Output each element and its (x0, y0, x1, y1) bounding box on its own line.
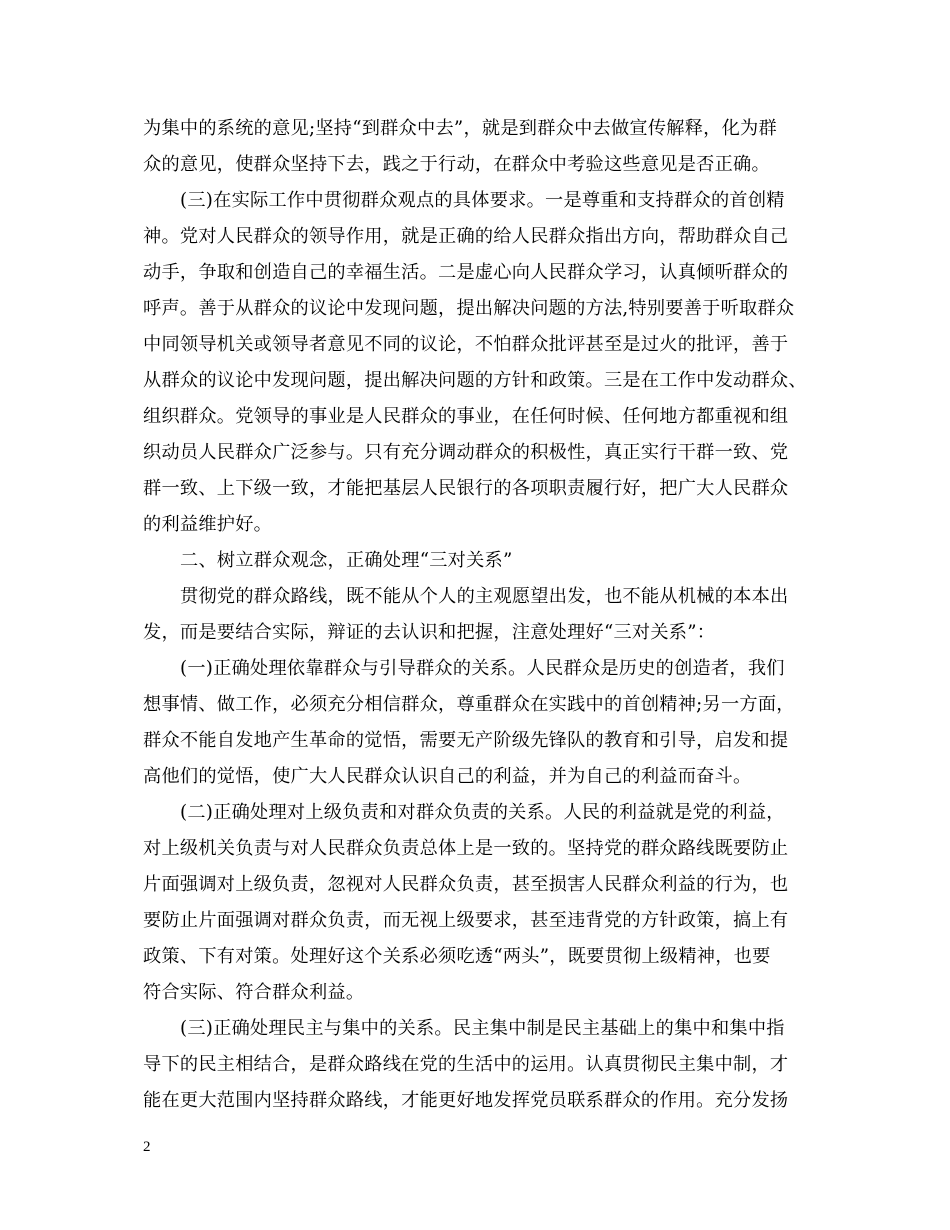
text-line: (三)在实际工作中贯彻群众观点的具体要求。一是尊重和支持群众的首创精 (180, 190, 785, 211)
text-line: 组织群众。党领导的事业是人民群众的事业，在任何时候、任何地方都重视和组 (143, 406, 789, 427)
text-line: 为集中的系统的意见;坚持“到群众中去”，就是到群众中去做宣传解释，化为群 (143, 118, 777, 139)
text-line: 动手，争取和创造自己的幸福生活。二是虚心向人民群众学习，认真倾听群众的 (143, 262, 789, 283)
text-line: 中同领导机关或领导者意见不同的议论，不怕群众批评甚至是过火的批评，善于 (143, 334, 789, 355)
text-line: (三)正确处理民主与集中的关系。民主集中制是民主基础上的集中和集中指 (180, 1018, 785, 1039)
text-line: 众的意见，使群众坚持下去，践之于行动，在群众中考验这些意见是否正确。 (143, 154, 770, 175)
text-line: (二)正确处理对上级负责和对群众负责的关系。人民的利益就是党的利益， (180, 802, 785, 823)
text-line: 要防止片面强调对群众负责，而无视上级要求，甚至违背党的方针政策，搞上有 (143, 910, 789, 931)
section-heading: 二、树立群众观念，正确处理“三对关系” (180, 550, 513, 571)
text-line: 想事情、做工作，必须充分相信群众，尊重群众在实践中的首创精神;另一方面， (143, 694, 795, 715)
text-line: 神。党对人民群众的领导作用，就是正确的给人民群众指出方向，帮助群众自己 (143, 226, 789, 247)
text-line: 对上级机关负责与对人民群众负责总体上是一致的。坚持党的群众路线既要防止 (143, 838, 789, 859)
text-line: (一)正确处理依靠群众与引导群众的关系。人民群众是历史的创造者，我们 (180, 658, 785, 679)
text-line: 群一致、上下级一致，才能把基层人民银行的各项职责履行好，把广大人民群众 (143, 478, 789, 499)
text-line: 导下的民主相结合，是群众路线在党的生活中的运用。认真贯彻民主集中制，才 (143, 1054, 789, 1075)
text-line: 的利益维护好。 (143, 514, 273, 535)
text-line: 政策、下有对策。处理好这个关系必须吃透“两头”，既要贯彻上级精神，也要 (143, 946, 771, 967)
text-line: 织动员人民群众广泛参与。只有充分调动群众的积极性，真正实行干群一致、党 (143, 442, 789, 463)
text-line: 群众不能自发地产生革命的觉悟，需要无产阶级先锋队的教育和引导，启发和提 (143, 730, 789, 751)
text-line: 高他们的觉悟，使广大人民群众认识自己的利益，并为自己的利益而奋斗。 (143, 766, 752, 787)
text-line: 从群众的议论中发现问题，提出解决问题的方针和政策。三是在工作中发动群众、 (143, 370, 807, 391)
text-line: 发，而是要结合实际，辩证的去认识和把握，注意处理好“三对关系”： (143, 622, 716, 643)
page-number: 2 (143, 1139, 151, 1155)
text-line: 贯彻党的群众路线，既不能从个人的主观愿望出发，也不能从机械的本本出 (180, 586, 789, 607)
text-line: 呼声。善于从群众的议论中发现问题，提出解决问题的方法,特别要善于听取群众 (143, 298, 795, 319)
text-line: 片面强调对上级负责，忽视对人民群众负责，甚至损害人民群众利益的行为，也 (143, 874, 789, 895)
text-line: 符合实际、符合群众利益。 (143, 982, 365, 1003)
text-line: 能在更大范围内坚持群众路线，才能更好地发挥党员联系群众的作用。充分发扬 (143, 1090, 789, 1111)
